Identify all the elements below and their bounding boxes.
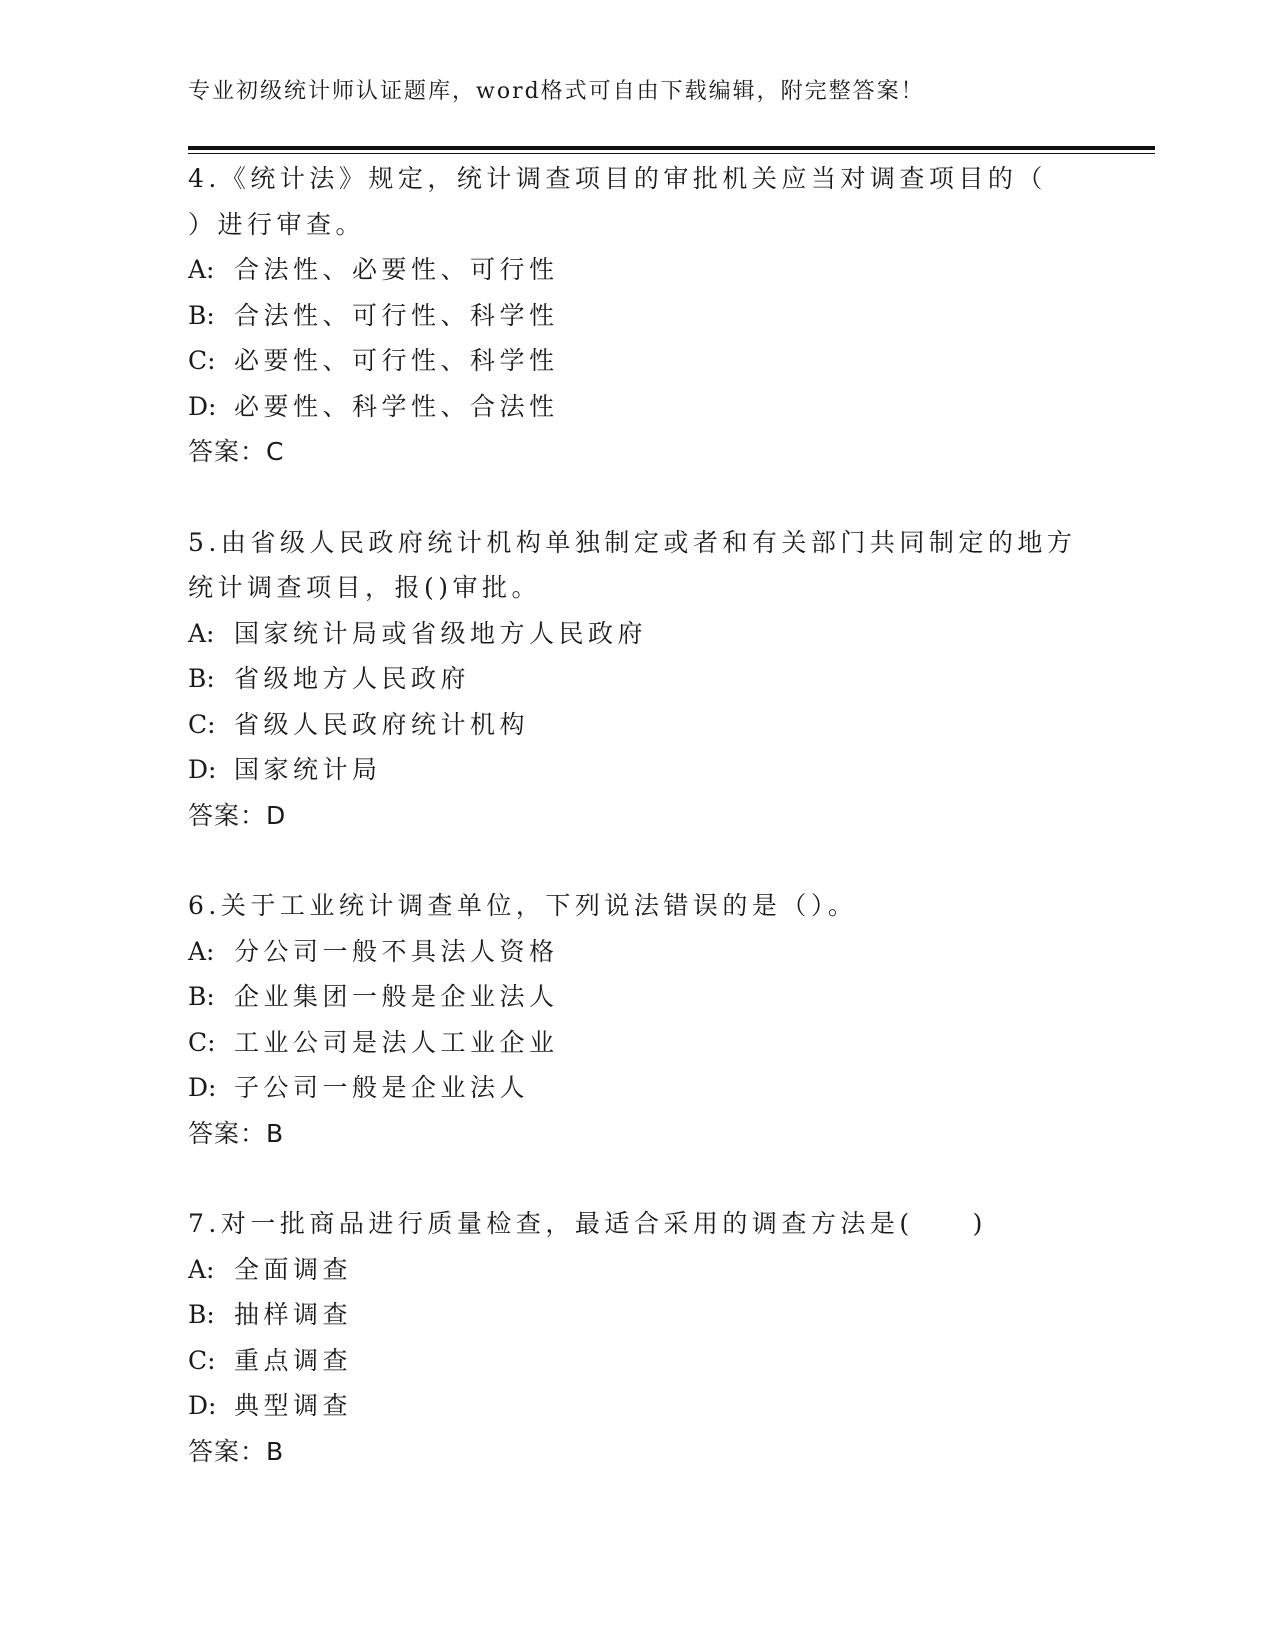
option-b [188, 974, 1088, 1020]
option-letter: A: [188, 936, 215, 966]
question-stem-line: 7.对一批商品进行质量检查，最适合采用的调查方法是( ) [188, 1209, 987, 1238]
question-4 [188, 156, 1088, 475]
option-letter: B: [188, 664, 215, 693]
option-text: 分公司一般不具法人资格 [234, 936, 559, 966]
answer-line: 答案：B [188, 1436, 285, 1466]
option-letter: B: [188, 300, 215, 330]
option-text: 合法性、必要性、可行性 [234, 255, 559, 284]
option-text: 国家统计局 [234, 755, 382, 784]
question-stem-line: ）进行审查。 [188, 209, 366, 239]
option-c [188, 702, 1088, 748]
answer-line: 答案：D [188, 800, 287, 830]
option-letter: D: [188, 391, 217, 421]
option-letter: A: [188, 1254, 215, 1284]
option-text: 省级地方人民政府 [234, 664, 471, 693]
option-c [188, 1338, 1088, 1384]
option-b [188, 656, 1088, 702]
option-c [188, 1020, 1088, 1066]
option-letter: D: [188, 755, 217, 784]
option-letter: B: [188, 982, 215, 1011]
option-letter: C: [188, 709, 216, 739]
question-spacer [188, 475, 1088, 520]
question-5 [188, 520, 1088, 839]
question-stem-line: 4.《统计法》规定，统计调查项目的审批机关应当对调查项目的（ [188, 164, 1047, 193]
option-text: 抽样调查 [234, 1300, 353, 1329]
option-a [188, 247, 1088, 293]
option-text: 必要性、可行性、科学性 [234, 346, 559, 375]
option-text: 典型调查 [234, 1391, 353, 1420]
page-header: 专业初级统计师认证题库，word格式可自由下载编辑，附完整答案！ [188, 79, 925, 104]
option-text: 全面调查 [234, 1254, 353, 1284]
option-text: 子公司一般是企业法人 [234, 1073, 530, 1102]
option-letter: A: [188, 618, 215, 648]
question-spacer [188, 1156, 1088, 1201]
header-rule-thick [188, 146, 1155, 150]
question-stem-line: 6.关于工业统计调查单位，下列说法错误的是（）。 [188, 891, 858, 920]
option-letter: D: [188, 1073, 217, 1102]
option-letter: D: [188, 1391, 217, 1420]
option-b [188, 1292, 1088, 1338]
header-rule-thin [188, 153, 1155, 154]
option-d [188, 747, 1088, 793]
question-list [188, 156, 1088, 1474]
option-a [188, 611, 1088, 657]
option-letter: C: [188, 1345, 216, 1375]
option-letter: C: [188, 346, 216, 375]
option-text: 国家统计局或省级地方人民政府 [234, 618, 648, 648]
question-spacer [188, 838, 1088, 883]
option-text: 工业公司是法人工业企业 [234, 1027, 559, 1057]
question-stem-line: 统计调查项目，报()审批。 [188, 573, 542, 602]
option-d [188, 1383, 1088, 1429]
option-text: 企业集团一般是企业法人 [234, 982, 559, 1011]
option-b [188, 293, 1088, 339]
answer-line: 答案：B [188, 1118, 285, 1148]
question-stem-line: 5.由省级人民政府统计机构单独制定或者和有关部门共同制定的地方 [188, 527, 1077, 557]
option-a [188, 1247, 1088, 1293]
option-c [188, 338, 1088, 384]
option-d [188, 384, 1088, 430]
option-letter: A: [188, 255, 215, 284]
option-letter: B: [188, 1300, 215, 1329]
option-text: 合法性、可行性、科学性 [234, 300, 559, 330]
option-a [188, 929, 1088, 975]
question-7 [188, 1201, 1088, 1474]
answer-line: 答案：C [188, 437, 285, 466]
question-6 [188, 883, 1088, 1156]
option-letter: C: [188, 1027, 216, 1057]
option-d [188, 1065, 1088, 1111]
option-text: 必要性、科学性、合法性 [234, 391, 559, 421]
option-text: 重点调查 [234, 1345, 353, 1375]
option-text: 省级人民政府统计机构 [234, 709, 530, 739]
